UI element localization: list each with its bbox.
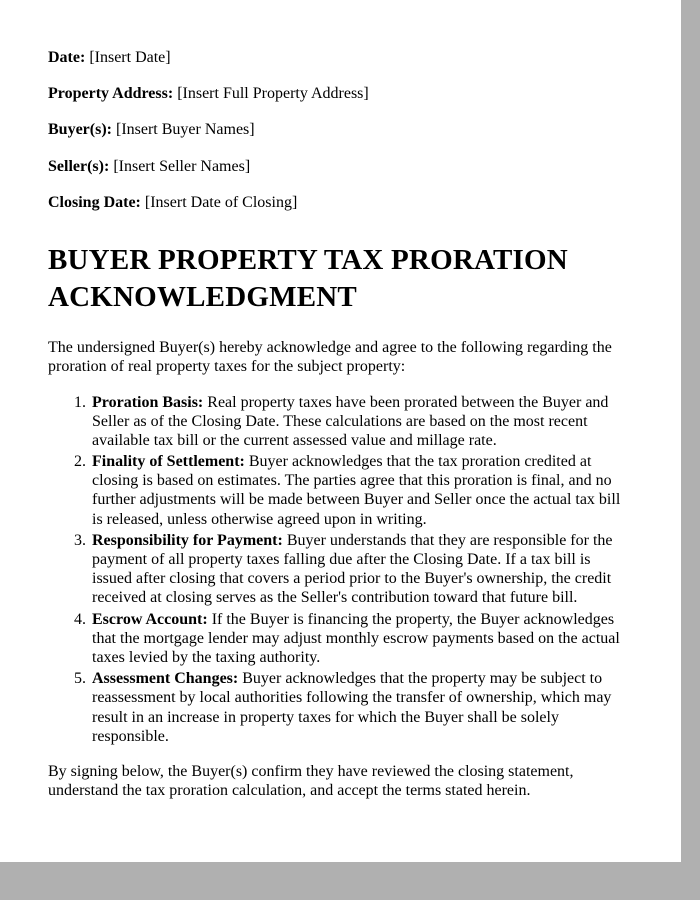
term-label: Proration Basis: [92, 393, 204, 411]
term-item [90, 531, 629, 608]
field-value: [Insert Buyer Names] [111, 121, 255, 139]
term-label: Responsibility for Payment: [92, 531, 283, 549]
term-text: Real property taxes have been prorated between the Buyer and Seller as of the Closing Date. These calculations are based on the most recent available tax bill or the current assessed value and millage rate. [92, 393, 609, 449]
field-line [48, 48, 629, 67]
header-fields [48, 48, 629, 212]
field-line [48, 120, 629, 139]
terms-list [48, 393, 629, 746]
term-item [90, 669, 629, 746]
document-title: BUYER PROPERTY TAX PRORATION ACKNOWLEDGMENT [48, 243, 568, 314]
field-value: [Insert Date of Closing] [140, 193, 298, 211]
term-text: Buyer acknowledges that the property may be subject to reassessment by local authorities following the transfer of ownership, which may result in an increase in property taxes for which the Buyer shall be solely responsible. [92, 670, 612, 745]
term-label: Escrow Account: [92, 610, 208, 628]
field-label: Seller(s): [48, 157, 110, 175]
field-line [48, 84, 629, 103]
term-text: Buyer understands that they are responsible for the payment of all property taxes falling due after the Closing Date. If a tax bill is issued after closing that covers a period prior to the Buyer's ownership, the credit received at closing serves as the Seller's contribution toward that future bill. [92, 531, 613, 607]
field-label: Closing Date: [48, 193, 141, 211]
intro-paragraph: The undersigned Buyer(s) hereby acknowledge and agree to the following regarding the proration of real property taxes for the subject property: [48, 339, 612, 376]
field-label: Date: [48, 49, 86, 66]
field-value: [Insert Date] [85, 49, 171, 66]
term-item [90, 610, 629, 668]
field-line [48, 193, 629, 212]
term-item [90, 393, 629, 451]
field-line [48, 157, 629, 176]
field-value: [Insert Seller Names] [109, 157, 251, 175]
field-value: [Insert Full Property Address] [173, 85, 369, 103]
closing-paragraph: By signing below, the Buyer(s) confirm they have reviewed the closing statement, understand the tax proration calculation, and accept the terms stated herein. [48, 762, 574, 800]
term-text: If the Buyer is financing the property, the Buyer acknowledges that the mortgage lender may adjust monthly escrow payments based on the actual taxes levied by the taxing authority. [92, 610, 620, 666]
field-label: Property Address: [48, 85, 174, 103]
field-label: Buyer(s): [48, 121, 112, 139]
term-item [90, 452, 629, 529]
term-label: Assessment Changes: [92, 670, 239, 688]
term-text: Buyer acknowledges that the tax proration credited at closing is based on estimates. The parties agree that this proration is final, and no further adjustments will be made between Buyer and Seller once the actual tax bill is released, unless otherwise agreed upon in writing. [92, 453, 621, 528]
term-label: Finality of Settlement: [92, 453, 245, 471]
